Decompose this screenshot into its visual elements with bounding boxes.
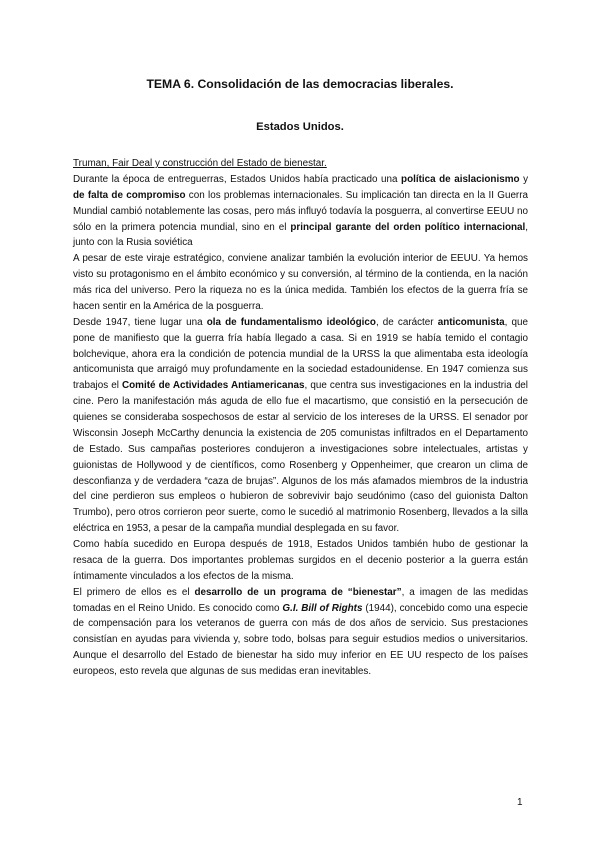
bold-run: principal garante del orden político internacional xyxy=(290,221,526,233)
text-run: con los problemas internacionales. Su implicación tan directa en la II Guerra Mundial cambió notablemente las cosas, pero más influyó todavía la posguerra, al convertirse EEUU no sólo en la primera potencia mundial, sino en el xyxy=(73,189,528,233)
document-body xyxy=(73,156,528,680)
bold-run: de falta de compromiso xyxy=(73,189,186,201)
bold-run: Comité de Actividades Antiamericanas xyxy=(122,380,305,392)
bold-run: política de aislacionismo xyxy=(401,173,520,185)
document-subtitle: Estados Unidos. xyxy=(256,121,344,133)
bold-run: ola de fundamentalismo ideológico xyxy=(206,316,376,328)
text-run: Desde 1947, tiene lugar una xyxy=(73,316,207,328)
text-run: , que centra sus investigaciones en la industria del cine. Pero la manifestación más aguda de ello fue el macartismo, que consistió en la persecución de quienes se consideraba sospechosos de estar al servicio de los intereses de la URSS. El senador por Wisconsin Joseph McCarthy denuncia la existencia de 205 comunistas infiltrados en el Departamento de Estado. Sus campañas posteriores condujeron a investigaciones sobre intelectuales, artistas y guionistas de Hollywood y de científicos, como Rosenberg y Oppenheimer, que crearon un clima de desconfianza y de verdadera “caza de brujas”. Algunos de los más afamados miembros de la industria del cine perdieron sus empleos o hubieron de sobrevivir bajo seudónimo (caso del guionista Dalton Trumbo), pero otros corrieron peor suerte, como le sucedió al matrimonio Rosenberg, llevados a la silla eléctrica en 1953, a pesar de la campaña mundial desplegada en su favor. xyxy=(73,380,528,535)
text-run: , a imagen de las medidas tomadas en el Reino Unido. Es conocido como xyxy=(73,586,529,614)
paragraph-2: A pesar de este viraje estratégico, conviene analizar también la evolución interior de EEUU. Ya hemos visto su protagonismo en el ámbito económico y su conversión, al término de la contienda, en la nación más rica del universo. Pero la riqueza no es la única medida. También los efectos de la guerra fría se hacen sentir en la América de la posguerra. xyxy=(73,253,528,312)
section-heading: Truman, Fair Deal y construcción del Estado de bienestar. xyxy=(73,158,327,169)
document-title: TEMA 6. Consolidación de las democracias liberales. xyxy=(146,77,454,91)
page-number: 1 xyxy=(517,797,523,808)
text-run: El primero de ellos es el xyxy=(73,586,195,598)
bold-run: anticomunista xyxy=(437,316,505,328)
paragraph-5 xyxy=(73,585,528,680)
bold-run: desarrollo de un programa de “bienestar” xyxy=(194,586,402,598)
paragraph-4: Como había sucedido en Europa después de 1918, Estados Unidos también hubo de gestionar la resaca de la guerra. Dos importantes problemas surgidos en el decenio posterior a la guerra están íntimamente vinculados a los efectos de la misma. xyxy=(73,539,528,582)
text-run: (1944), concebido como una especie de compensación para los veteranos de guerra con más de dos años de servicio. Sus prestaciones consistían en ayudas para vivienda y, sobre todo, bolsas para seguir estudios medios o universitarios. Aunque el desarrollo del Estado de bienestar ha sido muy inferior en EE UU respecto de los países europeos, esto revela que algunas de sus medidas eran inevitables. xyxy=(73,602,529,677)
bold-italic-run xyxy=(282,603,362,614)
text-run: , de carácter xyxy=(375,316,438,328)
text-run: , junto con la Rusia soviética xyxy=(73,221,528,249)
italic-run: G.I. Bill of Rights xyxy=(282,602,363,614)
paragraph-1 xyxy=(73,172,528,251)
text-run: y xyxy=(519,173,529,185)
paragraph-3 xyxy=(73,315,528,537)
text-run: Durante la época de entreguerras, Estados Unidos había practicado una xyxy=(73,173,402,185)
text-run: , que pone de manifiesto que la guerra fría había llegado a casa. Si en 1919 se había temido el contagio bolchevique, ahora era la condición de potencia mundial de la URSS la que alimentaba esta ideología anticomunista que arraigó muy profundamente en la sociedad estadounidense. En 1947 comienza sus trabajos el xyxy=(73,316,528,392)
